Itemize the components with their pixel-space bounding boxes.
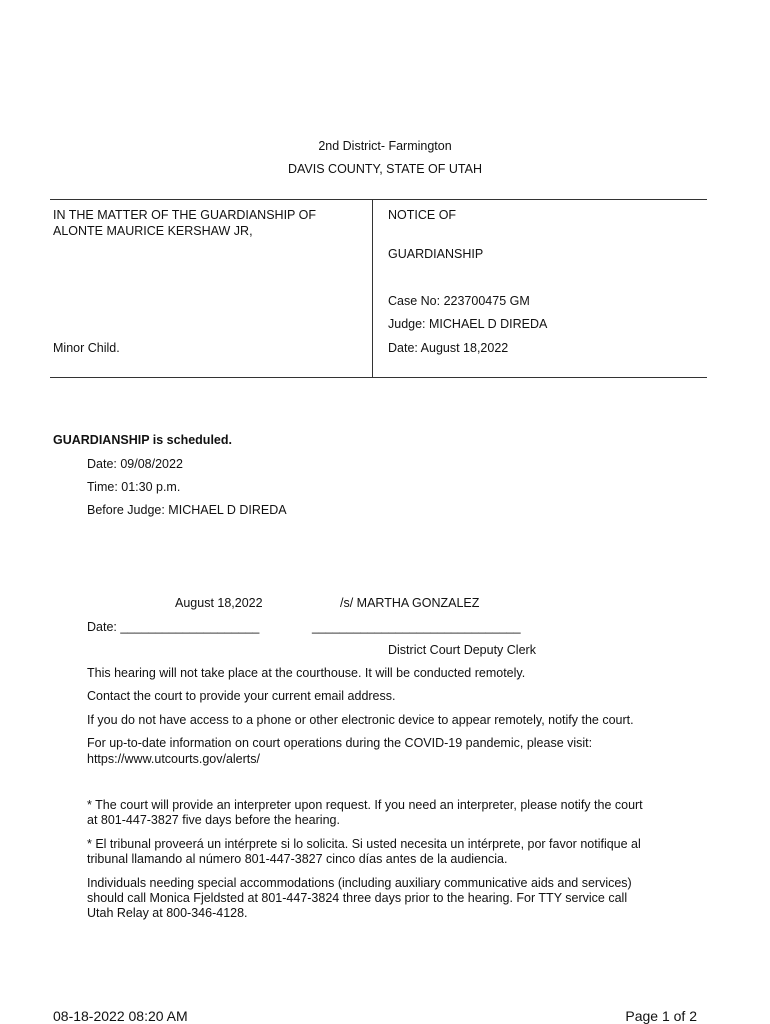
signature-title: District Court Deputy Clerk [388, 643, 536, 657]
court-county-state: DAVIS COUNTY, STATE OF UTAH [287, 162, 482, 176]
hearing-judge: Before Judge: MICHAEL D DIREDA [87, 503, 287, 517]
caption-top-rule [50, 199, 707, 200]
court-district: 2nd District- Farmington [318, 139, 452, 153]
footer-page-number: Page 1 of 2 [625, 1008, 697, 1024]
caption-judge: Judge: MICHAEL D DIREDA [388, 317, 548, 331]
caption-minor: Minor Child. [53, 341, 120, 355]
notice-accommodations-line1: Individuals needing special accommodations (including auxiliary communicative aids and services) [87, 876, 632, 890]
notice-interpreter-es-line2: tribunal llamando al número 801-447-3827 cinco días antes de la audiencia. [87, 852, 508, 866]
caption-notice-of: NOTICE OF [388, 208, 457, 222]
signature-line: ______________________________ [312, 620, 521, 634]
signature-date-label: Date: ____________________ [87, 620, 260, 634]
caption-case-no: Case No: 223700475 GM [388, 294, 530, 308]
notice-interpreter-en-line1: * The court will provide an interpreter upon request. If you need an interpreter, please notify the court [87, 798, 643, 812]
caption-divider [372, 199, 373, 377]
caption-bottom-rule [50, 377, 707, 378]
notice-covid-link: https://www.utcourts.gov/alerts/ [87, 752, 260, 766]
notice-accommodations-line3: Utah Relay at 800-346-4128. [87, 906, 248, 920]
caption-date: Date: August 18,2022 [388, 341, 509, 355]
caption-matter-line2: ALONTE MAURICE KERSHAW JR, [53, 224, 253, 238]
notice-email: Contact the court to provide your current email address. [87, 689, 396, 703]
notice-device: If you do not have access to a phone or other electronic device to appear remotely, notify the court. [87, 713, 634, 727]
hearing-time: Time: 01:30 p.m. [87, 480, 181, 494]
signature-date-value: August 18,2022 [175, 596, 263, 610]
notice-remote: This hearing will not take place at the courthouse. It will be conducted remotely. [87, 666, 526, 680]
notice-covid-line1: For up-to-date information on court operations during the COVID-19 pandemic, please visit: [87, 736, 593, 750]
caption-notice-type: GUARDIANSHIP [388, 247, 484, 261]
hearing-heading: GUARDIANSHIP is scheduled. [53, 433, 232, 447]
notice-interpreter-en-line2: at 801-447-3827 five days before the hearing. [87, 813, 340, 827]
notice-accommodations-line2: should call Monica Fjeldsted at 801-447-3824 three days prior to the hearing. For TTY service call [87, 891, 628, 905]
footer-timestamp: 08-18-2022 08:20 AM [53, 1008, 188, 1024]
notice-interpreter-es-line1: * El tribunal proveerá un intérprete si lo solicita. Si usted necesita un intérprete, por favor notifique al [87, 837, 641, 851]
caption-matter-line1: IN THE MATTER OF THE GUARDIANSHIP OF [53, 208, 316, 222]
hearing-date: Date: 09/08/2022 [87, 457, 183, 471]
signature-signer: /s/ MARTHA GONZALEZ [340, 596, 480, 610]
